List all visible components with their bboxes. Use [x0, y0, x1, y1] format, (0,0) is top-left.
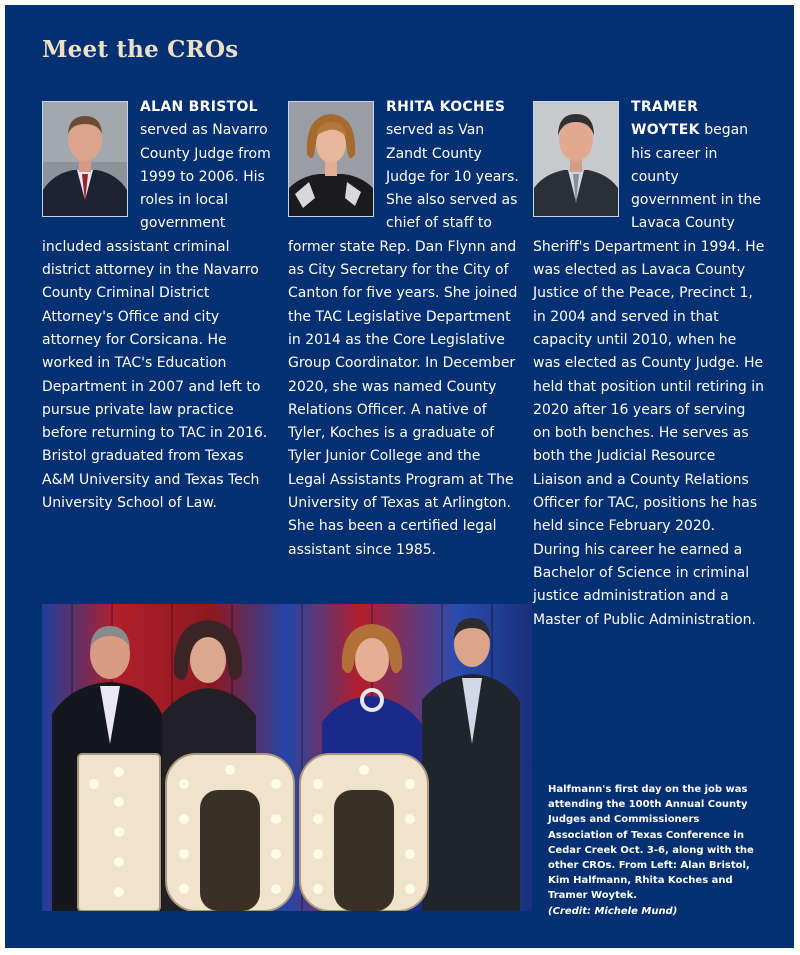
- bio-name: ALAN BRISTOL: [140, 99, 258, 115]
- caption-text: Halfmann's first day on the job was attending the 100th Annual County Judges and Commissioners Association of Texas Conference in Cedar Creek Oct. 3-6, along with the other CROs. From Left: Alan Bristol, Kim Halfmann, Rhita Koches and Tramer Woytek.: [548, 784, 754, 902]
- bio-name: RHITA KOCHES: [386, 99, 506, 115]
- caption-credit: (Credit: Michele Mund): [548, 905, 678, 917]
- group-photo: [42, 604, 532, 911]
- bio-tramer-woytek: [533, 96, 765, 632]
- portrait-alan-bristol: [42, 101, 128, 217]
- marquee-sign: [78, 754, 428, 911]
- portrait-tramer-woytek: [533, 101, 619, 217]
- bio-text: served as Navarro County Judge from 1999 to 2006. His roles in local government included assistant criminal district attorney in the Navarro County Criminal District Attorney's Office and city attorney for Corsicana. He worked in TAC's Education Department in 2007 and left to pursue private law practice before returning to TAC in 2016. Bristol graduated from Texas A&M University and Texas Tech University School of Law.: [42, 122, 271, 512]
- bio-name: TRAMER WOYTEK: [631, 99, 700, 139]
- portrait-rhita-koches-image: [289, 102, 373, 216]
- portrait-tramer-woytek-image: [534, 102, 618, 216]
- portrait-alan-bristol-image: [43, 102, 127, 216]
- section-title: Meet the CROs: [42, 36, 239, 63]
- group-photo-image: [42, 604, 532, 911]
- bio-alan-bristol: [42, 96, 274, 515]
- portrait-rhita-koches: [288, 101, 374, 217]
- photo-caption: [548, 782, 758, 919]
- bio-rhita-koches: [288, 96, 520, 562]
- bio-text: began his career in county government in the Lavaca County Sheriff's Department in 1994. He was elected as Lavaca County Justice of the Peace, Precinct 1, in 2004 and served in that capacity until 2010, when he was elected as County Judge. He held that position until retiring in 2020 after 16 years of serving on both benches. He serves as both the Judicial Resource Liaison and a County Relations Officer for TAC, positions he has held since February 2020. During his career he earned a Bachelor of Science in criminal justice administration and a Master of Public Administration.: [533, 122, 765, 628]
- bio-text: served as Van Zandt County Judge for 10 years. She also served as chief of staff to former state Rep. Dan Flynn and as City Secretary for the City of Canton for five years. She joined the TAC Legislative Department in 2014 as the Core Legislative Group Coordinator. In December 2020, she was named County Relations Officer. A native of Tyler, Koches is a graduate of Tyler Junior College and the Legal Assistants Program at The University of Texas at Arlington. She has been a certified legal assistant since 1985.: [288, 122, 519, 558]
